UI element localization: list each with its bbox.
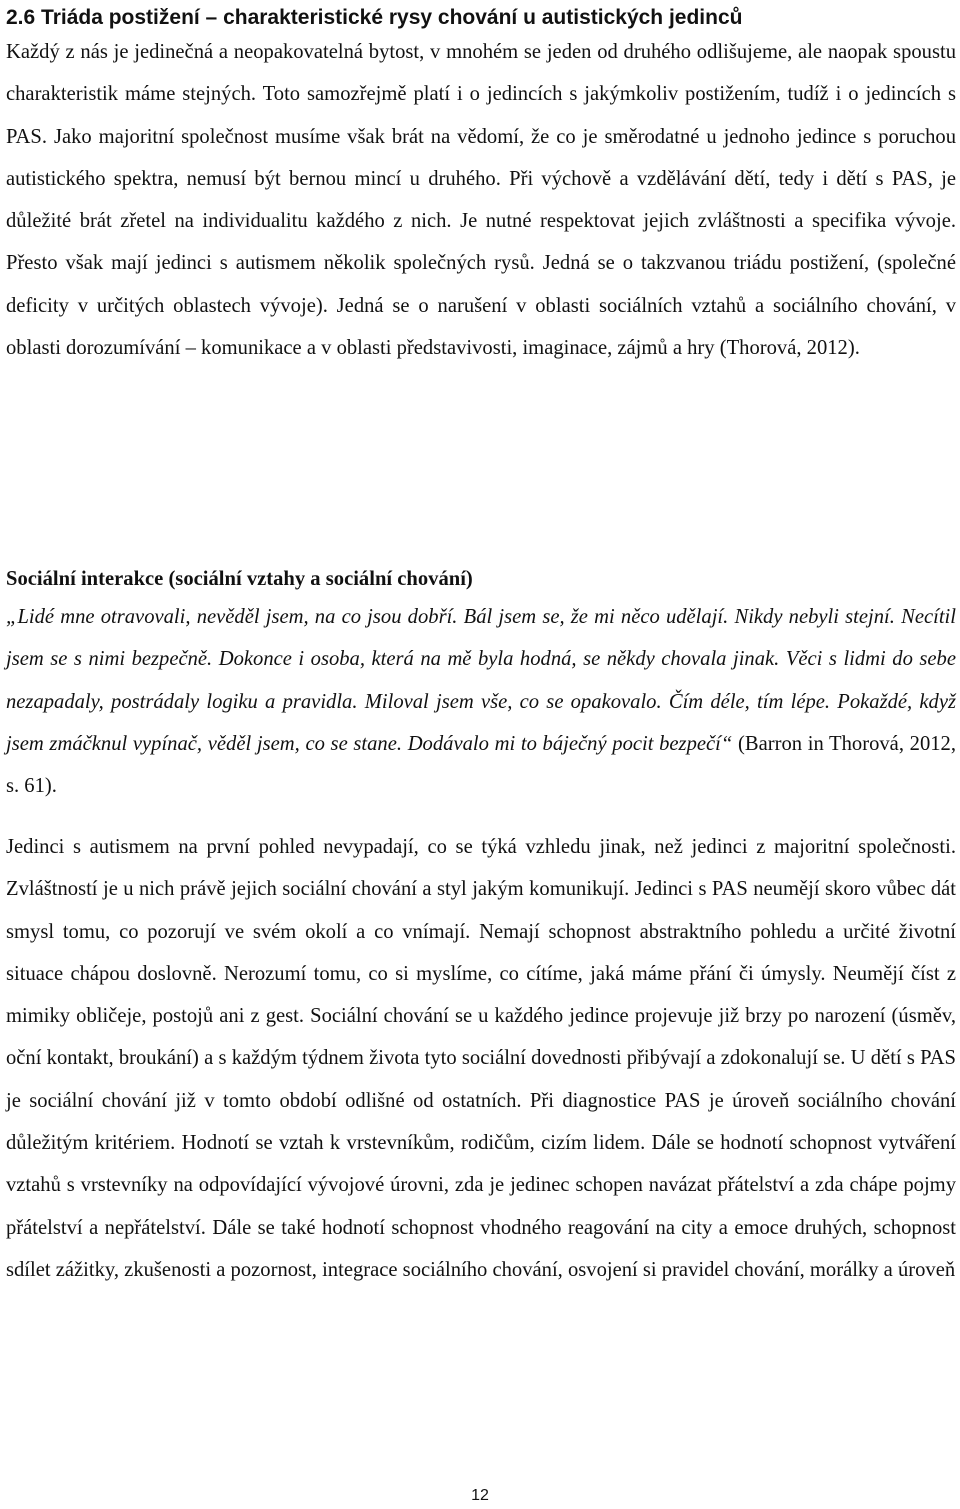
page-number: 12	[471, 1487, 489, 1504]
quote-citation: (Barron in Thorová, 2012, s. 61).	[6, 732, 956, 798]
section-heading: 2.6 Triáda postižení – charakteristické rysy chování u autistických jedinců	[6, 6, 743, 29]
subsection-heading: Sociální interakce (sociální vztahy a sociální chování)	[6, 568, 473, 590]
quote-text: „Lidé mne otravovali, nevěděl jsem, na co jsou dobří. Bál jsem se, že mi něco udělají. Nikdy nebyli stejní. Necítil jsem se s nimi bezpečně. Dokonce i osoba, která na mě byla hodná, se někdy chovala jinak. Věci s lidmi do sebe nezapadaly, postrádaly logiku a pravidla. Miloval jsem vše, co se opakovalo. Čím déle, tím lépe. Pokaždé, když jsem zmáčknul vypínač, věděl jsem, co se stane. Dodávalo mi to báječný pocit bezpečí“	[6, 606, 956, 755]
intro-paragraph: Každý z nás je jedinečná a neopakovatelná bytost, v mnohém se jeden od druhého odlišujeme, ale naopak spoustu charakteristik máme stejných. Toto samozřejmě platí i o jedincích s jakýmkoliv postižením, tudíž i o jedincích s PAS. Jako majoritní společnost musíme však brát na vědomí, že co je směrodatné u jednoho jedince s poruchou autistického spektra, nemusí být bernou mincí u druhého. Při výchově a vzdělávání dětí, tedy i dětí s PAS, je důležité brát zřetel na individualitu každého z nich. Je nutné respektovat jejich zvláštnosti a specifika vývoje. Přesto však mají jedinci s autismem několik společných rysů. Jedná se o takzvanou triádu postižení, (společné deficity v určitých oblastech vývoje). Jedná se o narušení v oblasti sociálních vztahů a sociálního chování, v oblasti dorozumívání – komunikace a v oblasti představivosti, imaginace, zájmů a hry (Thorová, 2012).	[6, 41, 956, 360]
body-paragraph: Jedinci s autismem na první pohled nevypadají, co se týká vzhledu jinak, než jedinci z majoritní společnosti. Zvláštností je u nich právě jejich sociální chování a styl jakým komunikují. Jedinci s PAS neumějí skoro vůbec dát smysl tomu, co pozorují ve svém okolí a co vnímají. Nemají schopnost abstraktního pohledu a určité životní situace chápou doslovně. Nerozumí tomu, co si myslíme, co cítíme, jaká máme přání či úmysly. Neumějí číst z mimiky obličeje, postojů ani z gest. Sociální chování se u každého jedince projevuje již brzy po narození (úsměv, oční kontakt, broukání) a s každým týdnem života tyto sociální dovednosti přibývají a zdokonalují se. U dětí s PAS je sociální chování již v tomto období odlišné od ostatních. Při diagnostice PAS je úroveň sociálního chování důležitým kritériem. Hodnotí se vztah k vrstevníkům, rodičům, cizím lidem. Dále se hodnotí schopnost vytváření vztahů s vrstevníky na odpovídající vývojové úrovni, zda je jedinec schopen navázat přátelství a zda chápe pojmy přátelství a nepřátelství. Dále se také hodnotí schopnost vhodného reagování na city a emoce druhých, schopnost sdílet zážitky, zkušenosti a pozornost, integrace sociálního chování, osvojení si pravidel chování, morálky a úroveň	[6, 836, 956, 1281]
quote-paragraph	[6, 596, 956, 807]
